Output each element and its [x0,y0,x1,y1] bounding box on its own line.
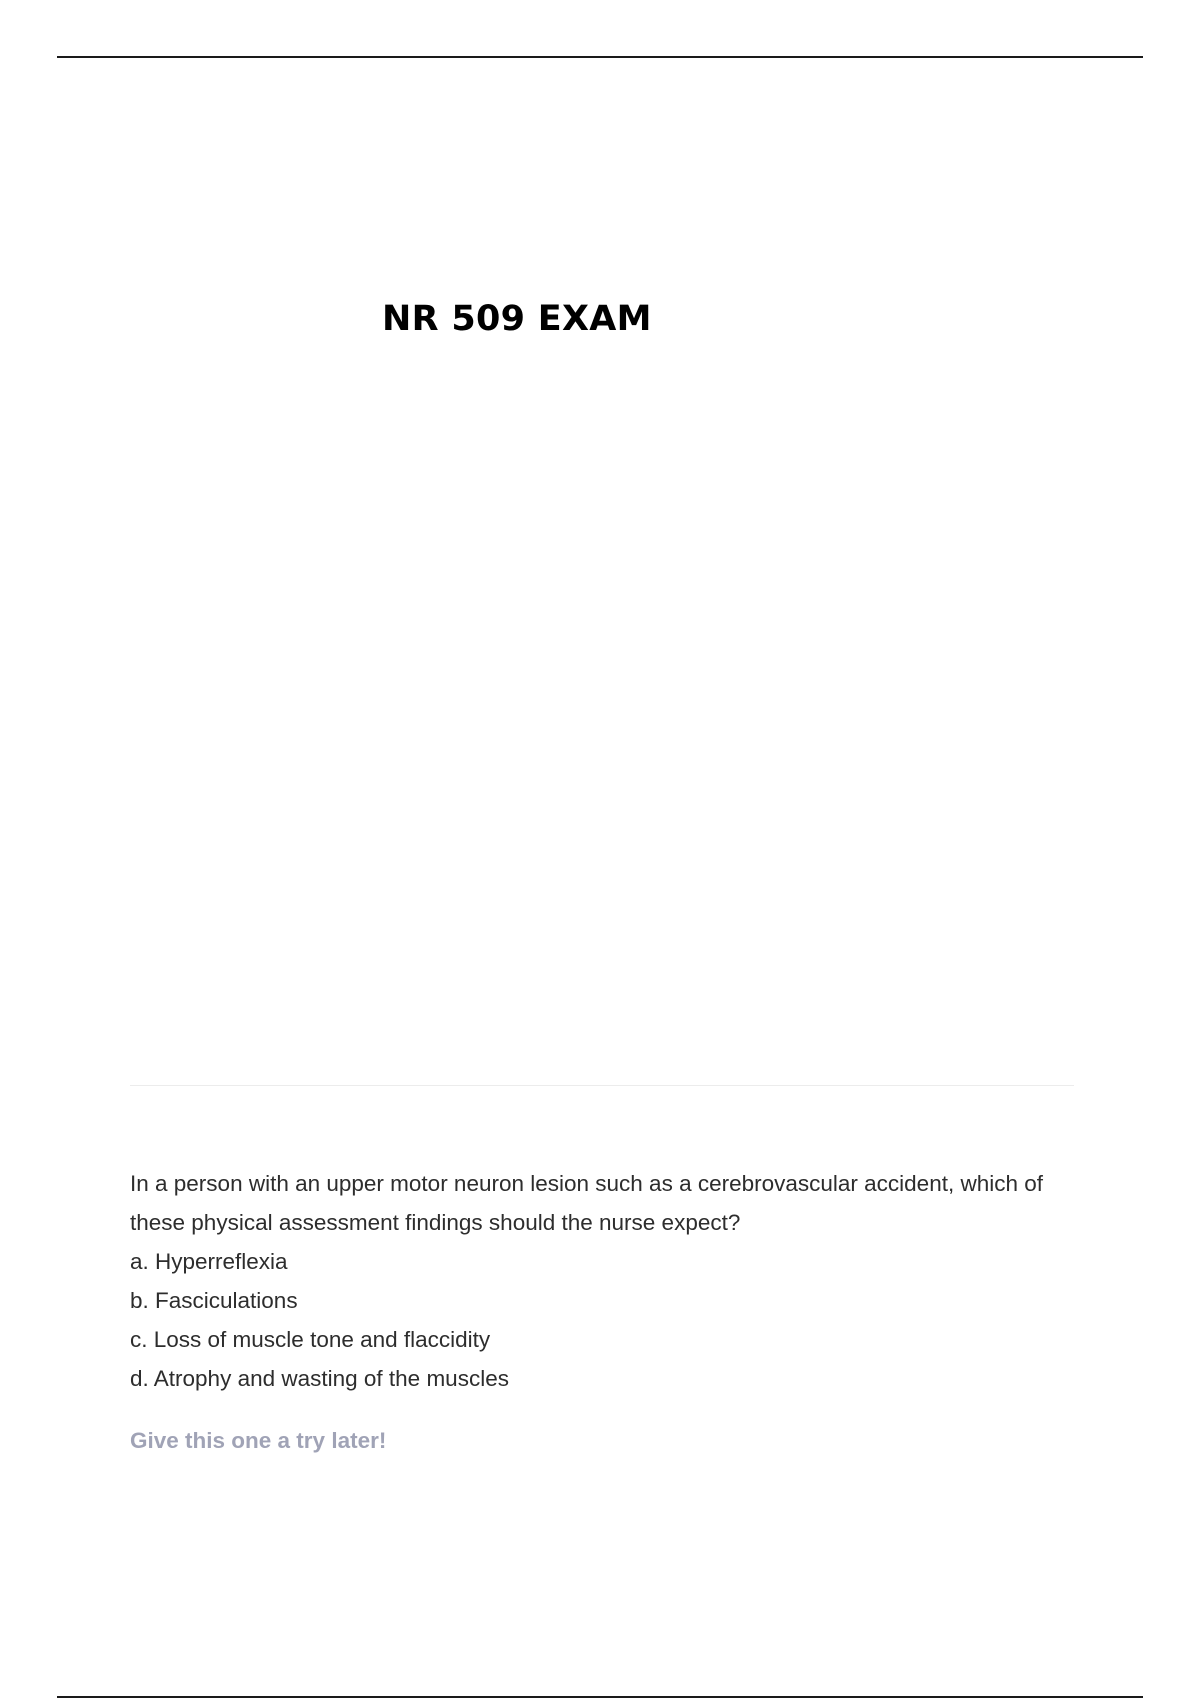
answer-options [130,1242,1090,1398]
answer-option-d: d. Atrophy and wasting of the muscles [130,1366,509,1391]
answer-option-c: c. Loss of muscle tone and flaccidity [130,1327,491,1352]
try-later-link[interactable]: Give this one a try later! [130,1428,387,1453]
question-text: In a person with an upper motor neuron lesion such as a cerebrovascular accident, which of these physical assessment findings should the nurse expect? [130,1171,1044,1235]
document-title: NR 509 EXAM [382,299,652,339]
bottom-rule [57,1696,1143,1698]
answer-option-b: b. Fasciculations [130,1288,298,1313]
top-rule [57,56,1143,58]
answer-option-a: a. Hyperreflexia [130,1249,288,1274]
question-card [130,1164,1090,1454]
section-divider [130,1085,1074,1086]
